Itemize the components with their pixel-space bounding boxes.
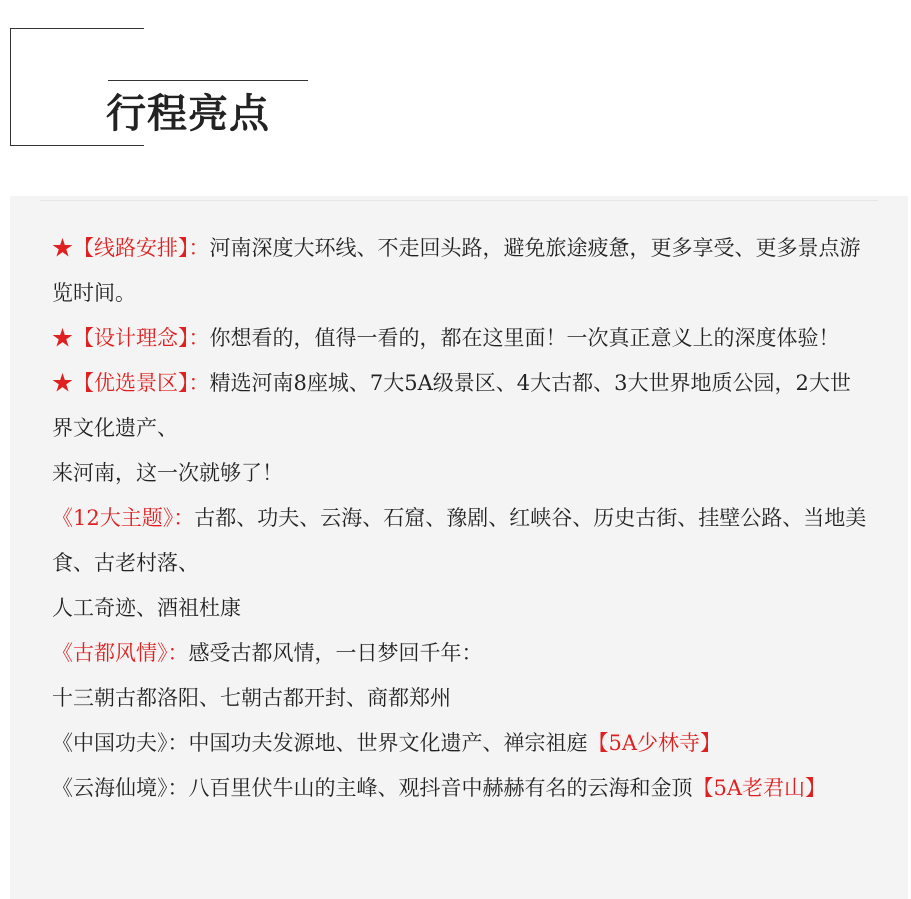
highlight-site-tag: 【5A少林寺】	[587, 731, 722, 755]
highlight-text: 精选河南8座城、7大5A级景区、4大古都、3大世界地质公园，2大世界文化遗产、	[52, 371, 851, 440]
highlight-sites	[52, 361, 868, 451]
highlight-label: ★【设计理念】：	[52, 326, 210, 350]
highlight-concept	[52, 316, 868, 361]
header-rule	[108, 80, 308, 81]
highlights-panel	[10, 196, 908, 899]
highlight-text: 来河南，这一次就够了！	[52, 461, 283, 485]
panel-divider	[40, 200, 878, 201]
highlight-site-tag: 【5A老君山】	[692, 776, 827, 800]
highlight-text: 古都、功夫、云海、石窟、豫剧、红峡谷、历史古街、挂壁公路、当地美食、古老村落、	[52, 506, 867, 575]
highlight-themes-cont	[52, 586, 868, 631]
highlight-kungfu	[52, 721, 868, 766]
highlight-themes	[52, 496, 868, 586]
highlight-prefix: 《云海仙境》：	[52, 776, 189, 800]
highlight-label: ★【线路安排】：	[52, 236, 210, 260]
highlight-label: 《古都风情》：	[52, 641, 189, 665]
highlight-text: 你想看的，值得一看的，都在这里面！一次真正意义上的深度体验！	[209, 326, 840, 350]
highlight-ancient-capitals	[52, 631, 868, 676]
highlight-text: 中国功夫发源地、世界文化遗产、禅宗祖庭	[188, 731, 588, 755]
highlight-sites-tagline	[52, 451, 868, 496]
highlight-label: 《12大主题》：	[52, 506, 195, 530]
highlight-text: 感受古都风情，一日梦回千年：	[188, 641, 483, 665]
highlight-text: 十三朝古都洛阳、七朝古都开封、商都郑州	[52, 686, 451, 710]
highlight-list	[52, 226, 868, 811]
highlight-text: 八百里伏牛山的主峰、观抖音中赫赫有名的云海和金顶	[188, 776, 693, 800]
highlight-ancient-capitals-list	[52, 676, 868, 721]
highlight-text: 河南深度大环线、不走回头路，避免旅途疲惫，更多享受、更多景点游览时间。	[52, 236, 861, 305]
highlight-text: 人工奇迹、酒祖杜康	[52, 596, 241, 620]
highlight-prefix: 《中国功夫》：	[52, 731, 189, 755]
highlight-label: ★【优选景区】：	[52, 371, 210, 395]
highlight-route	[52, 226, 868, 316]
page-title: 行程亮点	[106, 91, 270, 137]
highlight-cloud-sea	[52, 766, 868, 811]
